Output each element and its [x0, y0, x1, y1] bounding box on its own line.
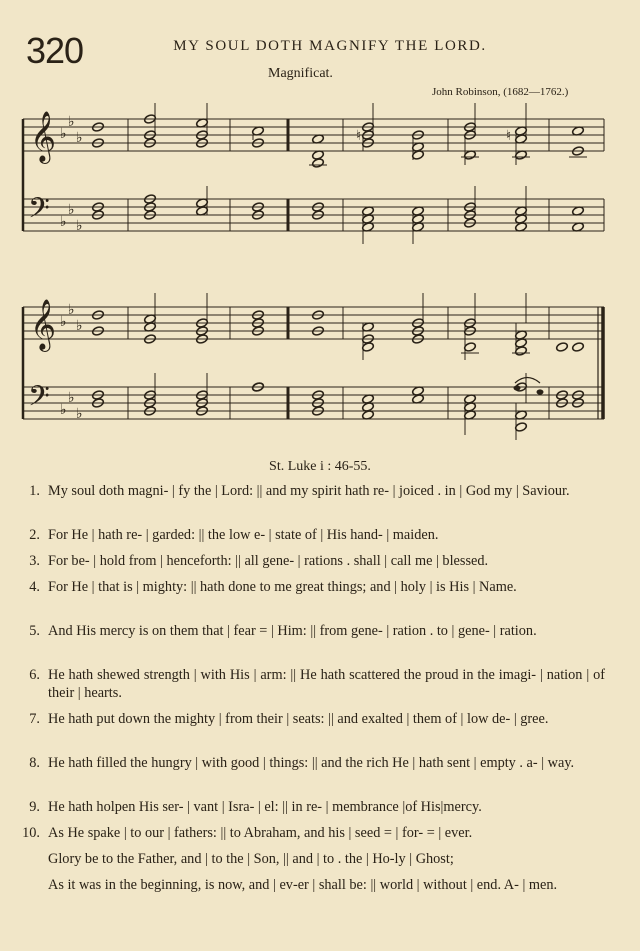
verse-number: 1.: [29, 483, 40, 499]
doxology-line-1: Glory be to the Father, and | to the | Son, || and | to . the | Ho-ly | Ghost;: [48, 851, 454, 867]
hymn-title: MY SOUL DOTH MAGNIFY THE LORD.: [173, 38, 487, 54]
doxology-line-2: As it was in the beginning, is now, and | ev-er | shall be: || world | without | end. A- | men.: [48, 877, 558, 893]
treble-clef-icon: 𝄞: [30, 299, 57, 350]
verse-text: For He | that is | mighty: || hath done to me great things; and | holy | is His | Name.: [48, 579, 517, 595]
composer-credit: John Robinson, (1682—1762.): [432, 86, 569, 98]
note-head: [464, 342, 477, 353]
flat-icon: ♭: [76, 130, 83, 146]
flat-icon: ♭: [76, 318, 83, 334]
flat-icon: ♭: [60, 402, 67, 418]
natural-sign-icon: ♮: [356, 128, 362, 144]
flat-icon: ♭: [76, 218, 83, 234]
scripture-reference: St. Luke i : 46-55.: [269, 459, 371, 474]
tune-name: Magnificat.: [268, 66, 333, 81]
verse-text: For be- | hold from | henceforth: || all gene- | rations . shall | call me | blessed.: [48, 553, 489, 569]
note-head: [312, 158, 325, 169]
flat-icon: ♭: [68, 202, 75, 218]
verse-number: 5.: [29, 623, 40, 639]
note-head: [515, 346, 528, 357]
verse-text: He hath shewed strength | with His | arm: || He hath scattered the proud in the imagi- | nation | of their | hearts.: [48, 667, 605, 701]
note-head: [362, 342, 375, 353]
verse-number: 7.: [29, 711, 40, 727]
hymn-number: 320: [26, 30, 84, 71]
grace-note-head: [537, 389, 544, 394]
verse-number: 4.: [29, 579, 40, 595]
verse-text: He hath put down the mighty | from their | seats: || and exalted | them of | low de- | gree.: [48, 711, 549, 727]
verse-text: And His mercy is on them that | fear = | Him: || from gene- | ration . to | gene- | ration.: [48, 623, 537, 639]
flat-icon: ♭: [60, 126, 67, 142]
flat-icon: ♭: [76, 406, 83, 422]
note-head: [556, 342, 569, 353]
bass-clef-icon: 𝄢: [28, 192, 50, 232]
bass-clef-icon: 𝄢: [28, 380, 50, 420]
flat-icon: ♭: [68, 390, 75, 406]
verse-number: 6.: [29, 667, 40, 683]
verse-number: 3.: [29, 553, 40, 569]
verse-number: 8.: [29, 755, 40, 771]
tie-mark: [515, 378, 540, 384]
music-score: [0, 0, 640, 450]
verse-number: 9.: [29, 799, 40, 815]
verse-text: He hath filled the hungry | with good | things: || and the rich He | hath sent | empty . a- | way.: [48, 755, 575, 771]
verse-number: 2.: [29, 527, 40, 543]
grace-note-head: [514, 385, 521, 390]
verse-text: As He spake | to our | fathers: || to Abraham, and his | seed = | for- = | ever.: [48, 825, 473, 841]
flat-icon: ♭: [68, 302, 75, 318]
flat-icon: ♭: [60, 314, 67, 330]
note-head: [515, 422, 528, 433]
verse-text: For He | hath re- | garded: || the low e- | state of | His hand- | maiden.: [48, 527, 439, 543]
treble-clef-icon: 𝄞: [30, 111, 57, 162]
verse-text: He hath holpen His ser- | vant | Isra- | el: || in re- | membrance |of His|mercy.: [48, 799, 482, 815]
verse-text: My soul doth magni- | fy the | Lord: || and my spirit hath re- | joiced . in | God my | Saviour.: [48, 483, 570, 499]
flat-icon: ♭: [60, 214, 67, 230]
natural-sign-icon: ♮: [506, 128, 512, 144]
note-head: [572, 342, 585, 353]
flat-icon: ♭: [68, 114, 75, 130]
verse-number: 10.: [22, 825, 40, 841]
